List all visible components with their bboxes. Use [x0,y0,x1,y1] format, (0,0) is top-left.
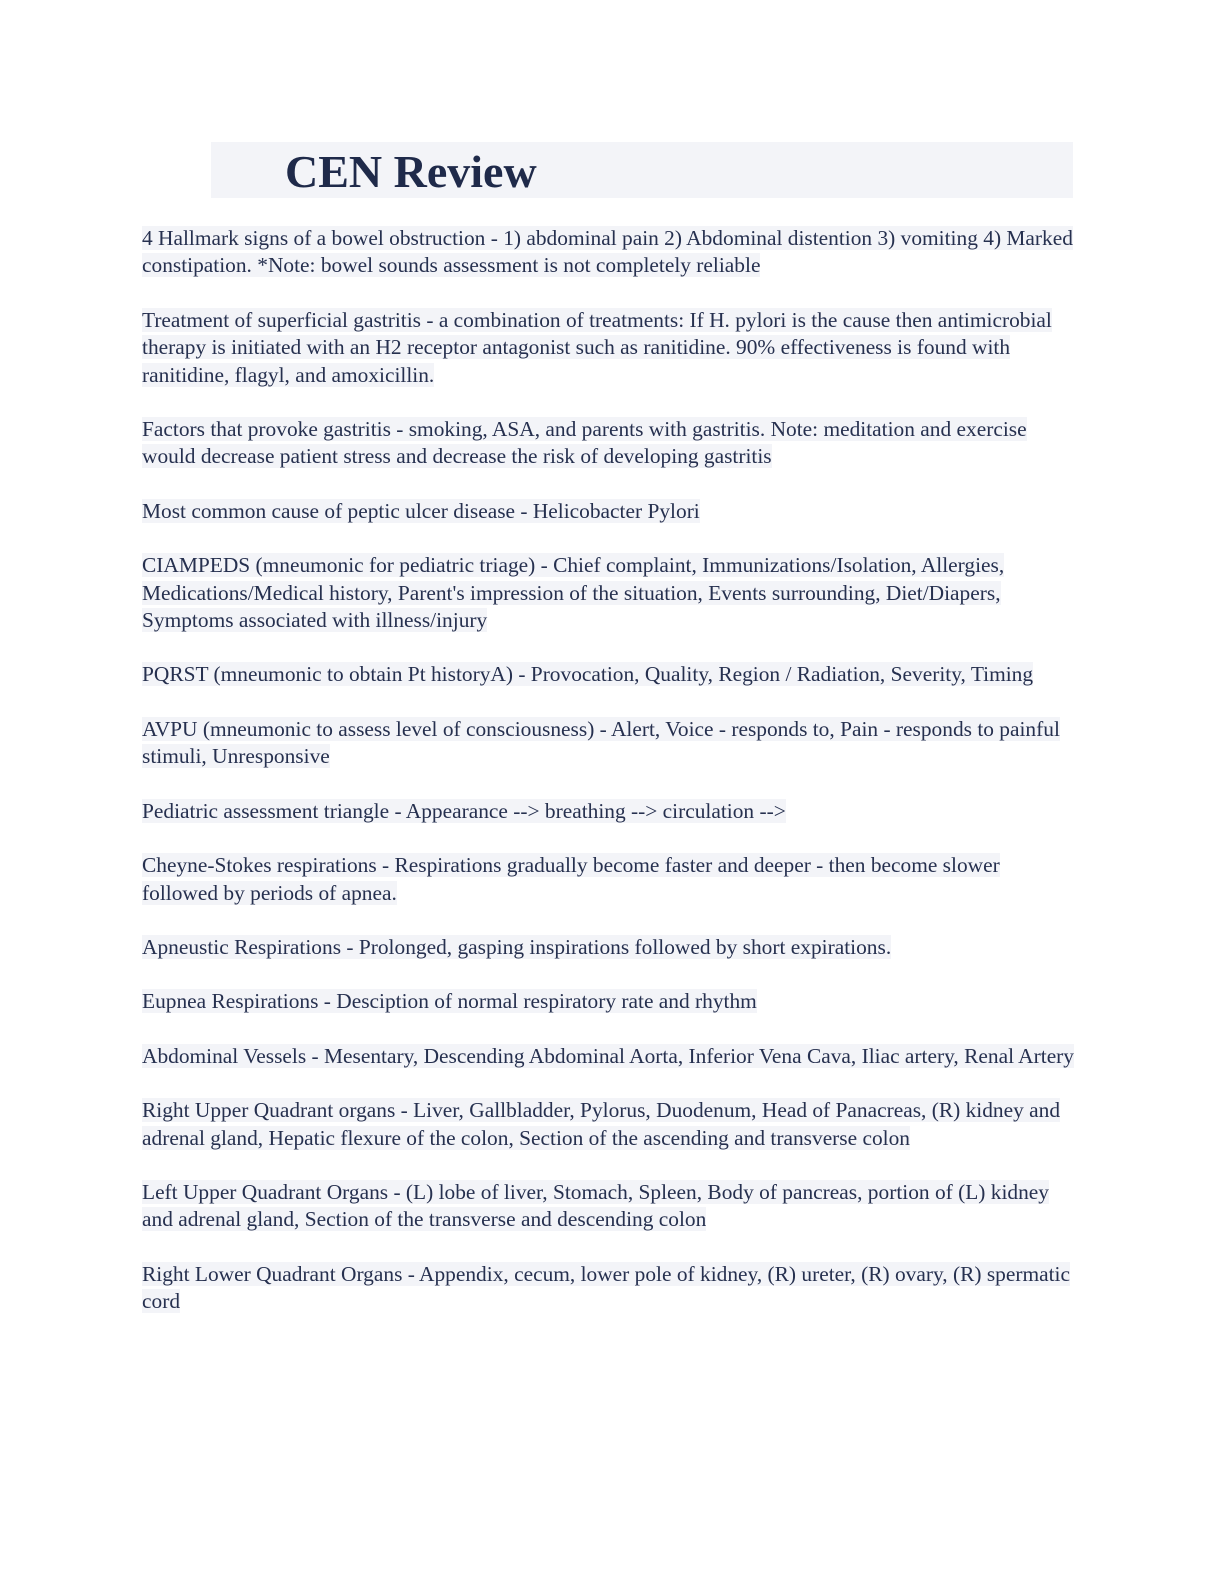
entry-text: Cheyne-Stokes respirations - Respirations gradually become faster and deeper - then become slower followed by periods of apnea. [142,853,1000,905]
list-item [142,934,1077,961]
entry-text: Factors that provoke gastritis - smoking, ASA, and parents with gastritis. Note: meditation and exercise would decrease patient stress and decrease the risk of developing gastritis [142,417,1027,469]
entry-text: PQRST (mneumonic to obtain Pt historyA) - Provocation, Quality, Region / Radiation, Severity, Timing [142,662,1034,687]
list-item [142,307,1077,389]
list-item [142,988,1077,1015]
entry-text: Pediatric assessment triangle - Appearance --> breathing --> circulation --> [142,798,786,823]
list-item [142,1043,1077,1070]
list-item [142,416,1077,471]
entry-text: Left Upper Quadrant Organs - (L) lobe of liver, Stomach, Spleen, Body of pancreas, portion of (L) kidney and adrenal gland, Section of the transverse and descending colon [142,1179,1049,1232]
list-item [142,852,1077,907]
entry-text: 4 Hallmark signs of a bowel obstruction - 1) abdominal pain 2) Abdominal distention 3) vomiting 4) Marked constipation. *Note: bowel sounds assessment is not completely reliable [142,226,1073,278]
page-title: CEN Review [285,146,537,197]
list-item [142,552,1077,634]
entry-text: Eupnea Respirations - Desciption of normal respiratory rate and rhythm [142,989,757,1014]
entry-text: Apneustic Respirations - Prolonged, gasping inspirations followed by short expirations. [142,934,892,959]
entry-text: Abdominal Vessels - Mesentary, Descending Abdominal Aorta, Inferior Vena Cava, Iliac artery, Renal Artery [142,1043,1075,1068]
entry-text: AVPU (mneumonic to assess level of consciousness) - Alert, Voice - responds to, Pain - responds to painful stimuli, Unresponsive [142,716,1060,769]
list-item [142,225,1077,280]
list-item [142,1097,1077,1152]
entry-text: Right Upper Quadrant organs - Liver, Gallbladder, Pylorus, Duodenum, Head of Panacreas, (R) kidney and adrenal gland, Hepatic flexure of the colon, Section of the ascending and transverse colon [142,1098,1061,1150]
list-item [142,1261,1077,1316]
review-entries-list [142,225,1077,1343]
entry-text: Right Lower Quadrant Organs - Appendix, cecum, lower pole of kidney, (R) ureter, (R) ovary, (R) spermatic cord [142,1261,1070,1314]
entry-text: Most common cause of peptic ulcer disease - Helicobacter Pylori [142,498,700,523]
list-item [142,1179,1077,1234]
entry-text: Treatment of superficial gastritis - a combination of treatments: If H. pylori is the cause then antimicrobial therapy is initiated with an H2 receptor antagonist such as ranitidine. 90% effectiveness is found with ranitidine, flagyl, and amoxicillin. [142,307,1052,387]
list-item [142,498,1077,525]
title-banner [211,142,1073,198]
list-item [142,716,1077,771]
list-item [142,661,1077,688]
entry-text: CIAMPEDS (mneumonic for pediatric triage) - Chief complaint, Immunizations/Isolation, Allergies, Medications/Medical history, Parent's impression of the situation, Events surrounding, Diet/Diapers, Symptoms associated with illness/injury [142,553,1005,633]
list-item [142,798,1077,825]
